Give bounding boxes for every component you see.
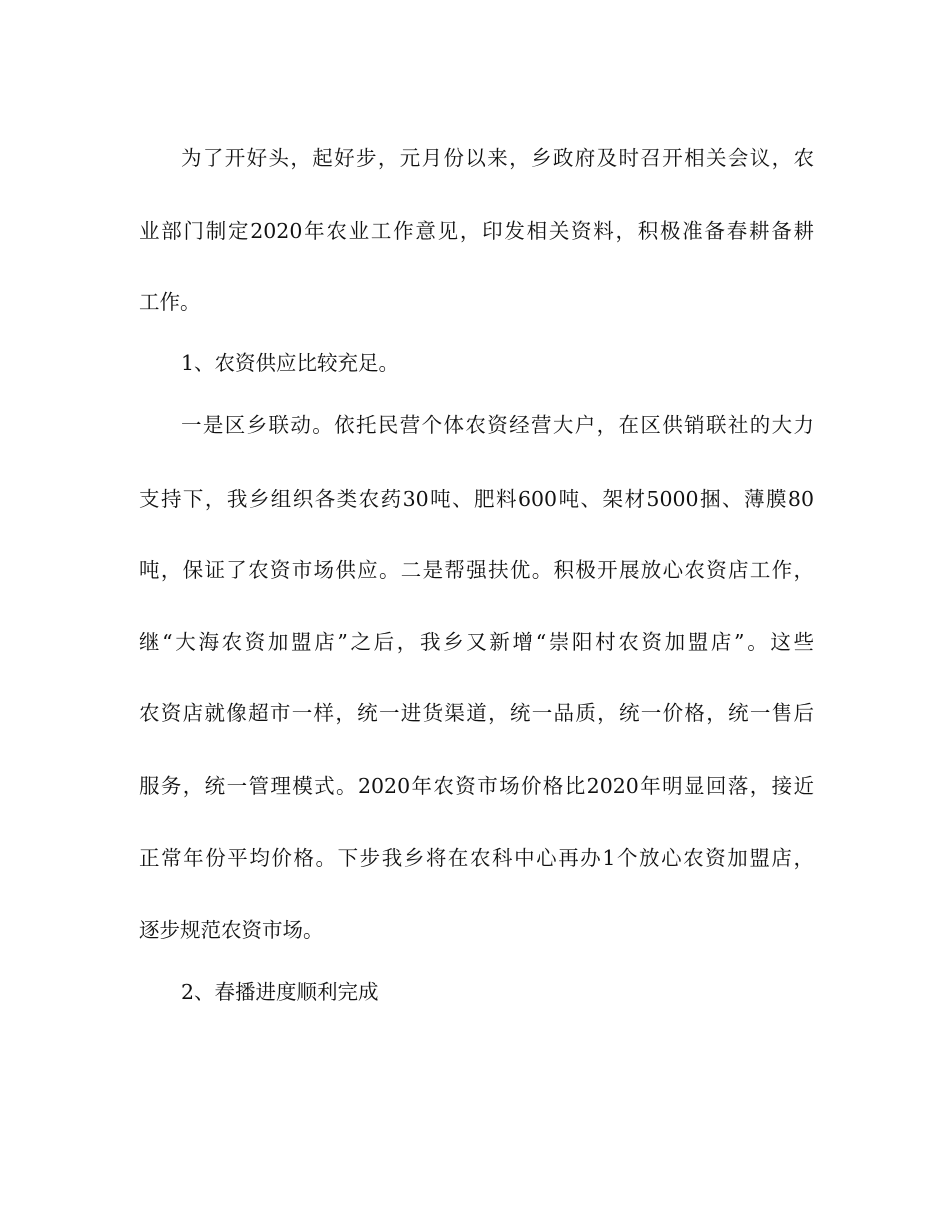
paragraph-1-line-2: 业部门制定2020年农业工作意见，印发相关资料，积极准备春耕备耕 (139, 219, 814, 243)
paragraph-1-line-1: 为了开好头，起好步，元月份以来，乡政府及时召开相关会议，农 (181, 146, 814, 170)
section-heading-2: 2、春播进度顺利完成 (181, 980, 379, 1004)
paragraph-2-line-6: 服务，统一管理模式。2020年农资市场价格比2020年明显回落，接近 (139, 774, 814, 798)
paragraph-2-line-7: 正常年份平均价格。下步我乡将在农科中心再办1个放心农资加盟店， (139, 846, 814, 870)
paragraph-2-line-4: 继“大海农资加盟店”之后，我乡又新增“崇阳村农资加盟店”。这些 (139, 630, 814, 654)
paragraph-2-line-1: 一是区乡联动。依托民营个体农资经营大户，在区供销联社的大力 (181, 413, 814, 437)
paragraph-2-line-2: 支持下，我乡组织各类农药30吨、肥料600吨、架材5000捆、薄膜80 (139, 487, 814, 511)
paragraph-2-line-3: 吨，保证了农资市场供应。二是帮强扶优。积极开展放心农资店工作， (139, 558, 814, 582)
paragraph-1-line-3: 工作。 (139, 290, 201, 314)
paragraph-2-line-5: 农资店就像超市一样，统一进货渠道，统一品质，统一价格，统一售后 (139, 701, 814, 725)
paragraph-2-line-8: 逐步规范农资市场。 (139, 918, 324, 942)
section-heading-1: 1、农资供应比较充足。 (181, 351, 400, 375)
